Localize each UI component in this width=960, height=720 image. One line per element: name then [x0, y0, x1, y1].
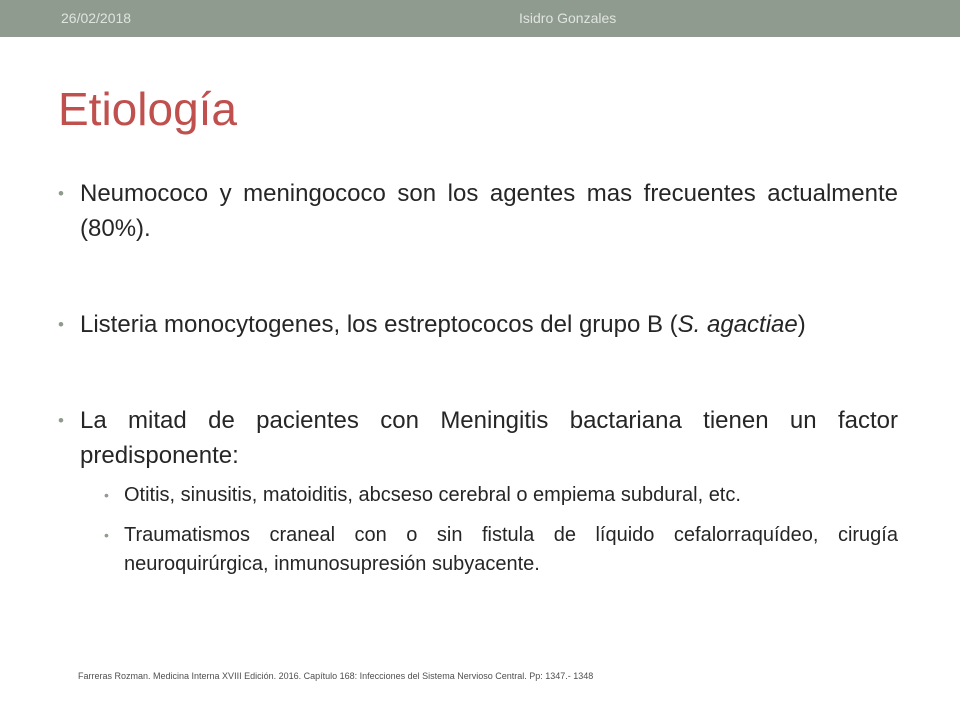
bullet-icon: •: [58, 315, 64, 334]
reference-footnote: Farreras Rozman. Medicina Interna XVIII Edición. 2016. Capítulo 168: Infecciones del Sistema Nervioso Central. Pp: 1347.- 1348: [78, 671, 594, 681]
slide-title: Etiología: [58, 83, 238, 135]
slide-content: [58, 176, 898, 579]
sub-bullet-item-otitis: [104, 481, 898, 510]
sub-bullet-icon: •: [104, 487, 109, 503]
bullet-icon: •: [58, 411, 64, 430]
sub-bullet-text: Traumatismos craneal con o sin fistula de líquido cefalorraquídeo, cirugía neuroquirúrgica, inmunosupresión subyacente.: [124, 524, 898, 575]
sub-bullet-text: Otitis, sinusitis, matoiditis, abcseso cerebral o empiema subdural, etc.: [124, 484, 741, 506]
bullet-item-agentes: [58, 176, 898, 246]
bullet-text-italic: S. agactiae: [677, 311, 798, 338]
bullet-text: Neumococo y meningococo son los agentes mas frecuentes actualmente (80%).: [80, 180, 898, 242]
slide-date: 26/02/2018: [61, 10, 132, 26]
bullet-text-end: ): [797, 311, 806, 338]
sub-bullet-item-traumatismos: [104, 521, 898, 579]
sub-bullet-icon: •: [104, 527, 109, 543]
bullet-item-listeria: [58, 307, 898, 342]
bullet-text: Listeria monocytogenes, los estreptococos del grupo B (: [80, 311, 678, 338]
header-bar: [0, 0, 960, 37]
bullet-icon: •: [58, 184, 64, 203]
bullet-item-factores: [58, 403, 898, 473]
slide-author: Isidro Gonzales: [519, 10, 617, 26]
bullet-text: La mitad de pacientes con Meningitis bactariana tienen un factor predisponente:: [80, 407, 898, 469]
